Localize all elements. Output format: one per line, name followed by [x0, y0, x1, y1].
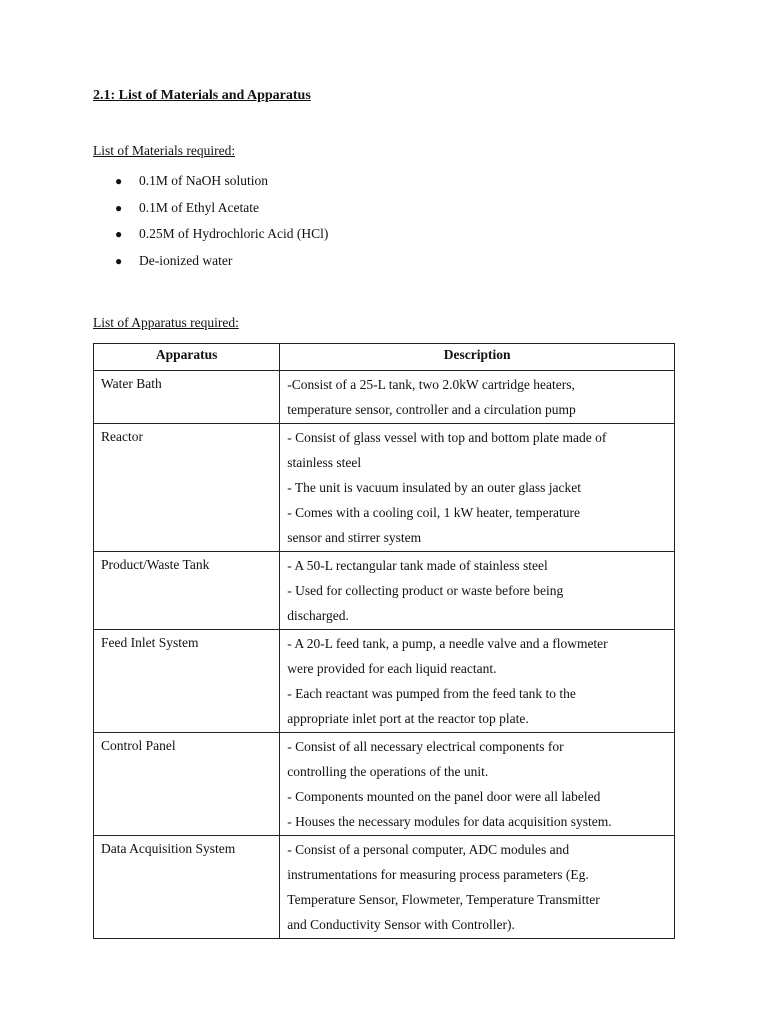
description-line: temperature sensor, controller and a circulation pump — [287, 402, 576, 417]
apparatus-description — [280, 836, 675, 939]
description-line: - Each reactant was pumped from the feed tank to the — [287, 686, 576, 701]
material-text: 0.25M of Hydrochloric Acid (HCl) — [139, 226, 329, 242]
material-text: 0.1M of NaOH solution — [139, 173, 268, 188]
description-line: discharged. — [287, 608, 349, 623]
table-row — [94, 552, 675, 630]
description-line: - The unit is vacuum insulated by an outer glass jacket — [287, 480, 581, 495]
description-line: - Used for collecting product or waste before being — [287, 583, 564, 598]
description-line: stainless steel — [287, 455, 362, 470]
bullet-icon: ● — [115, 227, 123, 242]
apparatus-name: Data Acquisition System — [94, 836, 280, 939]
description-line: - Components mounted on the panel door were all labeled — [287, 789, 601, 804]
column-header-apparatus: Apparatus — [94, 344, 280, 371]
bullet-icon: ● — [115, 174, 123, 188]
description-line: sensor and stirrer system — [287, 530, 422, 545]
bullet-icon: ● — [115, 200, 123, 215]
apparatus-name: Control Panel — [94, 733, 280, 836]
apparatus-description — [280, 552, 675, 630]
description-line: were provided for each liquid reactant. — [287, 661, 497, 676]
apparatus-description — [280, 733, 675, 836]
apparatus-description — [280, 630, 675, 733]
description-line: - A 50-L rectangular tank made of stainless steel — [287, 558, 548, 573]
apparatus-description — [280, 424, 675, 552]
description-line: -Consist of a 25-L tank, two 2.0kW cartridge heaters, — [287, 377, 575, 392]
table-row — [94, 836, 675, 939]
apparatus-table — [93, 343, 675, 939]
description-line: - Consist of glass vessel with top and bottom plate made of — [287, 430, 607, 445]
table-row — [94, 371, 675, 424]
column-header-description: Description — [280, 344, 675, 371]
table-header-row — [94, 344, 675, 371]
description-line: - Consist of a personal computer, ADC modules and — [287, 842, 570, 857]
table-row — [94, 630, 675, 733]
description-line: - Consist of all necessary electrical components for — [287, 739, 564, 754]
description-line: - Comes with a cooling coil, 1 kW heater, temperature — [287, 505, 581, 520]
materials-label: List of Materials required: — [93, 143, 236, 158]
description-line: and Conductivity Sensor with Controller). — [287, 917, 515, 932]
material-item — [113, 197, 328, 224]
material-item — [113, 170, 328, 197]
table-row — [94, 733, 675, 836]
bullet-icon: ● — [115, 253, 123, 268]
material-item — [113, 250, 328, 277]
description-line: Temperature Sensor, Flowmeter, Temperature Transmitter — [287, 892, 600, 907]
apparatus-description — [280, 371, 675, 424]
apparatus-name: Reactor — [94, 424, 280, 552]
material-item — [113, 223, 328, 250]
description-line: - A 20-L feed tank, a pump, a needle valve and a flowmeter — [287, 636, 608, 651]
section-heading: 2.1: List of Materials and Apparatus — [93, 88, 311, 103]
description-line: - Houses the necessary modules for data acquisition system. — [287, 814, 612, 829]
materials-list — [113, 170, 328, 276]
description-line: controlling the operations of the unit. — [287, 764, 489, 779]
apparatus-name: Product/Waste Tank — [94, 552, 280, 630]
table-row — [94, 424, 675, 552]
apparatus-label: List of Apparatus required: — [93, 315, 239, 330]
apparatus-name: Water Bath — [94, 371, 280, 424]
description-line: appropriate inlet port at the reactor top plate. — [287, 711, 529, 726]
description-line: instrumentations for measuring process parameters (Eg. — [287, 867, 589, 882]
material-text: 0.1M of Ethyl Acetate — [139, 199, 259, 215]
apparatus-name: Feed Inlet System — [94, 630, 280, 733]
material-text: De-ionized water — [139, 252, 233, 268]
